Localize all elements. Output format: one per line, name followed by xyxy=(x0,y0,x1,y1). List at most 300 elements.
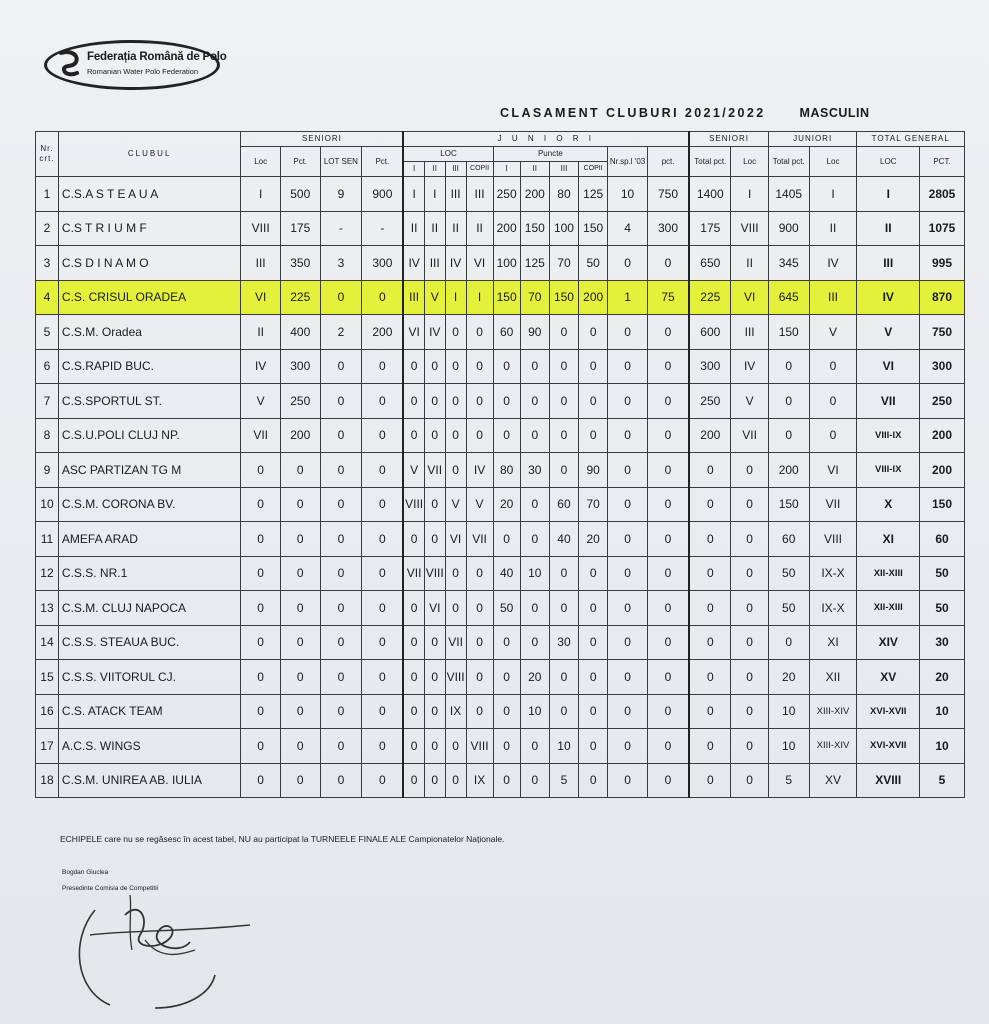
total-general-pct: 30 xyxy=(920,625,965,660)
table-cell: I xyxy=(809,177,857,212)
table-cell: IV xyxy=(809,246,857,281)
header-seniori: SENIORI xyxy=(241,132,404,147)
table-cell: 500 xyxy=(280,177,320,212)
table-cell: 0 xyxy=(403,625,424,660)
table-cell: III xyxy=(809,280,857,315)
table-cell: 0 xyxy=(647,660,689,695)
table-cell: 0 xyxy=(608,729,648,764)
table-cell: VI xyxy=(424,591,445,626)
table-cell: II xyxy=(241,315,281,350)
table-cell: 0 xyxy=(466,384,493,419)
table-cell: 0 xyxy=(403,660,424,695)
table-cell: V xyxy=(424,280,445,315)
table-cell: 0 xyxy=(362,418,404,453)
table-cell: 0 xyxy=(320,487,362,522)
table-cell: 300 xyxy=(280,349,320,384)
title-text: CLASAMENT CLUBURI 2021/2022 xyxy=(500,106,766,120)
standings-table xyxy=(35,131,965,798)
table-row xyxy=(36,729,965,764)
table-cell: 0 xyxy=(549,349,578,384)
table-cell: 0 xyxy=(647,625,689,660)
total-general-pct: 150 xyxy=(920,487,965,522)
table-cell: 100 xyxy=(493,246,520,281)
table-cell: 90 xyxy=(579,453,608,488)
table-cell: 0 xyxy=(493,384,520,419)
table-cell: 9 xyxy=(320,177,362,212)
table-cell: 0 xyxy=(608,384,648,419)
table-cell: 0 xyxy=(493,522,520,557)
table-cell: IV xyxy=(403,246,424,281)
table-cell: 0 xyxy=(320,384,362,419)
header-tg-loc: LOC xyxy=(857,147,920,177)
table-cell: 0 xyxy=(520,729,549,764)
table-cell: 0 xyxy=(731,625,769,660)
table-cell: 0 xyxy=(608,522,648,557)
total-general-loc: III xyxy=(857,246,920,281)
table-cell: I xyxy=(466,280,493,315)
table-body xyxy=(36,177,965,798)
table-cell: 0 xyxy=(608,660,648,695)
table-cell: 50 xyxy=(493,591,520,626)
table-cell: III xyxy=(466,177,493,212)
table-cell: 0 xyxy=(689,729,731,764)
table-row xyxy=(36,418,965,453)
signatory-role: Presedinte Comisia de Competitii xyxy=(62,885,159,892)
table-cell: 150 xyxy=(768,487,809,522)
total-general-loc: IV xyxy=(857,280,920,315)
table-cell: 0 xyxy=(445,729,466,764)
table-cell: 0 xyxy=(579,694,608,729)
table-cell: 0 xyxy=(424,349,445,384)
header-loc-iii: III xyxy=(445,162,466,177)
table-cell: 0 xyxy=(731,453,769,488)
table-cell: I xyxy=(241,177,281,212)
table-cell: 0 xyxy=(608,556,648,591)
table-cell: 0 xyxy=(579,763,608,798)
table-cell: 3 xyxy=(320,246,362,281)
table-row xyxy=(36,453,965,488)
table-cell: 0 xyxy=(579,315,608,350)
row-number: 4 xyxy=(36,280,59,315)
row-number: 8 xyxy=(36,418,59,453)
header-nr: Nr. crt. xyxy=(36,132,59,177)
total-general-loc: XII-XIII xyxy=(857,556,920,591)
table-cell: 400 xyxy=(280,315,320,350)
table-cell: 0 xyxy=(689,660,731,695)
table-cell: 0 xyxy=(280,522,320,557)
table-row xyxy=(36,763,965,798)
table-cell: VII xyxy=(466,522,493,557)
table-cell: 0 xyxy=(493,660,520,695)
table-cell: 150 xyxy=(549,280,578,315)
header-sen-loc: Loc xyxy=(241,147,281,177)
club-name: C.S.U.POLI CLUJ NP. xyxy=(58,418,240,453)
table-cell: 0 xyxy=(362,625,404,660)
table-cell: 0 xyxy=(549,591,578,626)
table-cell: 0 xyxy=(579,625,608,660)
table-cell: III xyxy=(403,280,424,315)
table-cell: 0 xyxy=(689,694,731,729)
header-pts-i: I xyxy=(493,162,520,177)
table-cell: 0 xyxy=(320,280,362,315)
table-cell: 150 xyxy=(520,211,549,246)
table-cell: 0 xyxy=(493,763,520,798)
table-cell: 0 xyxy=(608,694,648,729)
row-number: 5 xyxy=(36,315,59,350)
table-cell: 150 xyxy=(579,211,608,246)
table-cell: 0 xyxy=(320,763,362,798)
table-cell: 0 xyxy=(608,591,648,626)
table-cell: VI xyxy=(403,315,424,350)
table-cell: 0 xyxy=(445,453,466,488)
table-row xyxy=(36,694,965,729)
table-cell: 0 xyxy=(493,349,520,384)
table-cell: 0 xyxy=(493,418,520,453)
table-cell: 0 xyxy=(403,418,424,453)
logo-subtitle: Romanian Water Polo Federation xyxy=(87,67,199,76)
table-cell: 60 xyxy=(549,487,578,522)
table-cell: 0 xyxy=(579,418,608,453)
header-juniori-summary: JUNIORI xyxy=(768,132,857,147)
table-cell: VIII xyxy=(466,729,493,764)
row-number: 18 xyxy=(36,763,59,798)
table-cell: 0 xyxy=(809,349,857,384)
club-name: C.S. CRISUL ORADEA xyxy=(58,280,240,315)
table-cell: 0 xyxy=(241,487,281,522)
table-cell: XI xyxy=(809,625,857,660)
table-cell: 0 xyxy=(520,487,549,522)
total-general-pct: 5 xyxy=(920,763,965,798)
table-cell: 0 xyxy=(241,763,281,798)
table-row xyxy=(36,384,965,419)
table-cell: 0 xyxy=(241,453,281,488)
header-club: CLUBUL xyxy=(58,132,240,177)
table-cell: 0 xyxy=(466,349,493,384)
table-cell: 0 xyxy=(731,556,769,591)
table-cell: 125 xyxy=(520,246,549,281)
table-cell: 0 xyxy=(362,453,404,488)
club-name: C.S D I N A M O xyxy=(58,246,240,281)
table-cell: 0 xyxy=(362,763,404,798)
header-sen-pct: Pct. xyxy=(280,147,320,177)
total-general-loc: XII-XIII xyxy=(857,591,920,626)
total-general-loc: XIV xyxy=(857,625,920,660)
table-cell: 0 xyxy=(579,384,608,419)
table-cell: IV xyxy=(466,453,493,488)
row-number: 12 xyxy=(36,556,59,591)
table-cell: 0 xyxy=(320,522,362,557)
table-cell: XIII-XIV xyxy=(809,729,857,764)
table-cell: 0 xyxy=(579,660,608,695)
table-cell: 0 xyxy=(362,556,404,591)
table-cell: II xyxy=(403,211,424,246)
table-cell: 0 xyxy=(362,280,404,315)
club-name: C.S.M. CORONA BV. xyxy=(58,487,240,522)
row-number: 11 xyxy=(36,522,59,557)
row-number: 2 xyxy=(36,211,59,246)
table-cell: V xyxy=(466,487,493,522)
table-cell: VIII xyxy=(424,556,445,591)
table-cell: VIII xyxy=(809,522,857,557)
header-sen-total-pct: Total pct. xyxy=(689,147,731,177)
table-cell: VII xyxy=(809,487,857,522)
table-cell: 5 xyxy=(768,763,809,798)
table-cell: I xyxy=(424,177,445,212)
table-cell: 0 xyxy=(608,315,648,350)
table-cell: 0 xyxy=(445,315,466,350)
table-cell: 0 xyxy=(608,349,648,384)
table-cell: 10 xyxy=(520,694,549,729)
table-cell: 0 xyxy=(731,487,769,522)
table-cell: 0 xyxy=(320,418,362,453)
table-cell: 0 xyxy=(241,729,281,764)
table-cell: 0 xyxy=(809,418,857,453)
table-cell: 20 xyxy=(768,660,809,695)
table-cell: 0 xyxy=(608,453,648,488)
total-general-pct: 20 xyxy=(920,660,965,695)
table-cell: VIII xyxy=(241,211,281,246)
table-cell: 0 xyxy=(647,729,689,764)
table-cell: 2 xyxy=(320,315,362,350)
header-total-general: TOTAL GENERAL xyxy=(857,132,965,147)
table-cell: 20 xyxy=(520,660,549,695)
table-cell: 1400 xyxy=(689,177,731,212)
table-cell: II xyxy=(809,211,857,246)
row-number: 16 xyxy=(36,694,59,729)
table-cell: 0 xyxy=(579,349,608,384)
table-cell: 0 xyxy=(549,315,578,350)
table-cell: VIII xyxy=(403,487,424,522)
table-row xyxy=(36,246,965,281)
table-cell: 0 xyxy=(493,625,520,660)
table-cell: 250 xyxy=(689,384,731,419)
total-general-loc: VIII-IX xyxy=(857,453,920,488)
header-sp-pct: pct. xyxy=(647,147,689,177)
table-cell: 0 xyxy=(520,625,549,660)
table-cell: 10 xyxy=(520,556,549,591)
table-cell: 900 xyxy=(362,177,404,212)
table-cell: 0 xyxy=(362,522,404,557)
table-cell: 0 xyxy=(579,591,608,626)
table-row xyxy=(36,349,965,384)
table-cell: 0 xyxy=(731,522,769,557)
table-cell: 0 xyxy=(520,763,549,798)
table-cell: IV xyxy=(241,349,281,384)
table-row xyxy=(36,625,965,660)
table-cell: 0 xyxy=(320,591,362,626)
header-lot-sen: LOT SEN xyxy=(320,147,362,177)
table-cell: 70 xyxy=(579,487,608,522)
table-cell: 100 xyxy=(549,211,578,246)
table-cell: 0 xyxy=(768,349,809,384)
table-cell: 0 xyxy=(520,522,549,557)
header-nr-sp: Nr.sp.l '03 xyxy=(608,147,648,177)
table-header xyxy=(36,132,965,177)
table-cell: 0 xyxy=(403,729,424,764)
table-cell: 0 xyxy=(280,660,320,695)
table-cell: 0 xyxy=(768,384,809,419)
table-cell: 0 xyxy=(280,694,320,729)
total-general-pct: 10 xyxy=(920,694,965,729)
table-cell: 0 xyxy=(466,418,493,453)
table-cell: V xyxy=(809,315,857,350)
table-cell: III xyxy=(731,315,769,350)
total-general-loc: XVI-XVII xyxy=(857,694,920,729)
table-cell: 0 xyxy=(520,349,549,384)
table-cell: 0 xyxy=(403,763,424,798)
table-cell: 0 xyxy=(445,591,466,626)
table-cell: 0 xyxy=(320,453,362,488)
header-loc-copii: COPII xyxy=(466,162,493,177)
total-general-pct: 300 xyxy=(920,349,965,384)
table-cell: I xyxy=(403,177,424,212)
table-cell: 0 xyxy=(424,660,445,695)
table-cell: 200 xyxy=(280,418,320,453)
header-lot-pct: Pct. xyxy=(362,147,404,177)
table-row xyxy=(36,556,965,591)
table-cell: V xyxy=(731,384,769,419)
row-number: 3 xyxy=(36,246,59,281)
header-seniori-summary: SENIORI xyxy=(689,132,768,147)
header-pts-iii: III xyxy=(549,162,578,177)
table-cell: 0 xyxy=(647,315,689,350)
table-cell: IX-X xyxy=(809,591,857,626)
row-number: 14 xyxy=(36,625,59,660)
table-cell: 0 xyxy=(320,625,362,660)
table-cell: VII xyxy=(403,556,424,591)
table-cell: 345 xyxy=(768,246,809,281)
table-cell: 10 xyxy=(549,729,578,764)
footnote: ECHIPELE care nu se regăsesc în acest tabel, NU au participat la TURNEELE FINALE ALE Campionatelor Naționale. xyxy=(60,834,505,844)
table-cell: 0 xyxy=(466,625,493,660)
header-jun-loc: LOC xyxy=(403,147,493,162)
total-general-pct: 50 xyxy=(920,556,965,591)
table-row xyxy=(36,315,965,350)
table-cell: 0 xyxy=(689,522,731,557)
row-number: 15 xyxy=(36,660,59,695)
table-cell: 0 xyxy=(424,625,445,660)
table-cell: 0 xyxy=(424,729,445,764)
table-cell: 0 xyxy=(608,763,648,798)
table-cell: 0 xyxy=(647,591,689,626)
table-cell: I xyxy=(731,177,769,212)
page-title xyxy=(500,106,870,120)
table-cell: 40 xyxy=(493,556,520,591)
table-cell: 0 xyxy=(280,556,320,591)
table-cell: 50 xyxy=(579,246,608,281)
table-cell: - xyxy=(362,211,404,246)
table-cell: 0 xyxy=(689,453,731,488)
table-cell: 0 xyxy=(466,591,493,626)
table-row xyxy=(36,660,965,695)
table-cell: 300 xyxy=(689,349,731,384)
table-cell: 0 xyxy=(241,625,281,660)
table-row xyxy=(36,280,965,315)
table-row xyxy=(36,591,965,626)
table-cell: 0 xyxy=(549,694,578,729)
header-jun-total-loc: Loc xyxy=(809,147,857,177)
club-name: C.S. ATACK TEAM xyxy=(58,694,240,729)
table-cell: 0 xyxy=(731,694,769,729)
table-cell: 20 xyxy=(493,487,520,522)
table-cell: 0 xyxy=(466,315,493,350)
table-cell: 80 xyxy=(549,177,578,212)
table-cell: IV xyxy=(424,315,445,350)
table-cell: 0 xyxy=(241,556,281,591)
table-cell: 650 xyxy=(689,246,731,281)
table-cell: 0 xyxy=(493,729,520,764)
table-cell: 0 xyxy=(608,418,648,453)
table-cell: 0 xyxy=(549,418,578,453)
table-row xyxy=(36,487,965,522)
table-cell: II xyxy=(731,246,769,281)
total-general-loc: XV xyxy=(857,660,920,695)
club-name: A.C.S. WINGS xyxy=(58,729,240,764)
table-cell: 0 xyxy=(424,487,445,522)
table-cell: VIII xyxy=(731,211,769,246)
table-cell: 300 xyxy=(647,211,689,246)
table-cell: 0 xyxy=(520,384,549,419)
table-cell: 200 xyxy=(768,453,809,488)
table-cell: 300 xyxy=(362,246,404,281)
table-cell: 20 xyxy=(579,522,608,557)
table-cell: 0 xyxy=(241,591,281,626)
table-cell: 0 xyxy=(549,660,578,695)
table-cell: VIII xyxy=(445,660,466,695)
table-cell: 0 xyxy=(549,556,578,591)
table-cell: 0 xyxy=(403,384,424,419)
total-general-pct: 750 xyxy=(920,315,965,350)
table-cell: 10 xyxy=(768,729,809,764)
table-cell: 0 xyxy=(280,591,320,626)
table-cell: V xyxy=(403,453,424,488)
table-cell: 0 xyxy=(445,418,466,453)
table-cell: 0 xyxy=(549,384,578,419)
total-general-loc: VI xyxy=(857,349,920,384)
table-cell: 0 xyxy=(320,556,362,591)
water-polo-logo-icon xyxy=(57,50,81,78)
header-pts-copii: COPII xyxy=(579,162,608,177)
table-cell: V xyxy=(445,487,466,522)
total-general-pct: 250 xyxy=(920,384,965,419)
logo-name: Federația Română de Polo xyxy=(87,51,227,63)
table-cell: III xyxy=(241,246,281,281)
table-cell: 70 xyxy=(549,246,578,281)
table-cell: 0 xyxy=(403,591,424,626)
table-cell: 0 xyxy=(608,246,648,281)
table-cell: 600 xyxy=(689,315,731,350)
table-cell: 0 xyxy=(362,487,404,522)
table-cell: 0 xyxy=(280,763,320,798)
table-cell: 200 xyxy=(520,177,549,212)
table-cell: II xyxy=(424,211,445,246)
table-cell: VI xyxy=(731,280,769,315)
table-cell: 0 xyxy=(689,763,731,798)
table-cell: 0 xyxy=(647,522,689,557)
table-cell: IV xyxy=(445,246,466,281)
total-general-pct: 1075 xyxy=(920,211,965,246)
table-cell: 0 xyxy=(731,763,769,798)
header-loc-ii: II xyxy=(424,162,445,177)
table-cell: 10 xyxy=(608,177,648,212)
table-cell: 200 xyxy=(362,315,404,350)
table-cell: 50 xyxy=(768,591,809,626)
club-name: ASC PARTIZAN TG M xyxy=(58,453,240,488)
table-cell: 200 xyxy=(689,418,731,453)
row-number: 9 xyxy=(36,453,59,488)
table-cell: 0 xyxy=(362,729,404,764)
table-cell: 0 xyxy=(647,384,689,419)
